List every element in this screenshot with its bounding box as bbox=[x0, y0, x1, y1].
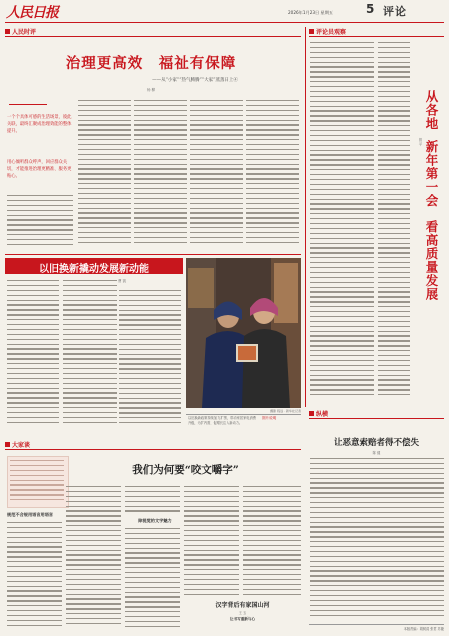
feature-author: 曹 凯 bbox=[118, 279, 127, 283]
feature-sidebar-title: 图片说明 bbox=[262, 416, 277, 420]
commentary-body-col-1 bbox=[310, 42, 374, 402]
talk-col-3a bbox=[125, 486, 180, 514]
commentary-top-rule bbox=[309, 36, 444, 37]
section-label: 纵横 bbox=[316, 411, 329, 418]
vertical-headline-mid: 新年第一会 bbox=[424, 140, 439, 208]
lead-pullquote: 一个个具体可感的生活场景，彼此关联，最终汇聚成治理效能的整体提升。 bbox=[7, 115, 72, 134]
feature-sidebar-text: 以旧换新政策持续加力扩围，带动家居家电消费升级，为扩内需、促增长注入新动力。 bbox=[188, 416, 256, 426]
forum-headline: 让恶意索赔者得不偿失 bbox=[333, 438, 419, 448]
feature-body-col-1 bbox=[7, 280, 59, 430]
forum-body bbox=[310, 458, 444, 623]
section-label: 大家谈 bbox=[12, 442, 31, 449]
lead-author: 杨 柳 bbox=[146, 88, 156, 92]
section-marker-icon bbox=[309, 29, 314, 34]
lead-headline: 治理更高效 福祉有保障 bbox=[65, 55, 237, 72]
vertical-headline-sub: 看高质量发展 bbox=[424, 220, 439, 301]
talk-col-1 bbox=[7, 522, 62, 630]
feature-body-col-3 bbox=[119, 290, 181, 430]
talk-col-5 bbox=[243, 486, 301, 598]
masthead-date: 2026年1月23日 星期五 bbox=[288, 10, 334, 15]
section-commentary-line bbox=[309, 27, 346, 36]
section-forum bbox=[309, 409, 328, 418]
masthead-logo: 人民日报 bbox=[6, 5, 58, 21]
talk-sub2: 除视觉的文字魅力 bbox=[138, 518, 172, 523]
forum-author: 陈 健 bbox=[372, 451, 381, 455]
talk-sub1: 规范不合规用语言用语言 bbox=[7, 512, 54, 517]
feature-photo bbox=[186, 258, 301, 408]
forum-top-rule bbox=[309, 418, 444, 419]
feature-top-rule bbox=[5, 254, 301, 255]
talk-col-3b bbox=[125, 528, 180, 630]
section-marker-icon bbox=[5, 29, 10, 34]
commentary-body-col-2 bbox=[378, 42, 410, 402]
feature-headline: 以旧换新撬动发展新动能 bbox=[39, 264, 149, 275]
bottom-essay-subheading: 让书写重新与心 bbox=[229, 617, 256, 621]
bottom-essay-author: 王 玉 bbox=[238, 611, 247, 615]
lead-subhead: ——从“小家”“热气腾腾”“大家”蒸蒸日上④ bbox=[152, 78, 238, 83]
lead-body-col-1 bbox=[78, 100, 131, 248]
lead-body-col-3 bbox=[190, 100, 243, 248]
footer-rule bbox=[309, 624, 444, 625]
section-label: 人民时评 bbox=[12, 29, 37, 36]
photo-shopping-scene bbox=[186, 258, 301, 408]
section-people-review bbox=[5, 27, 36, 36]
masthead-rule bbox=[5, 22, 444, 23]
right-column-divider bbox=[305, 27, 306, 407]
page-name: 评论 bbox=[383, 5, 407, 18]
conversation-top-rule bbox=[5, 449, 301, 450]
vertical-headline-top: 从各地 bbox=[424, 90, 439, 131]
section-marker-icon bbox=[309, 411, 314, 416]
talk-headline: 我们为何要“咬文嚼字” bbox=[132, 464, 239, 476]
section-label: 评论员观察 bbox=[316, 29, 347, 36]
talk-intro-lines bbox=[10, 460, 64, 504]
talk-col-2 bbox=[66, 486, 121, 630]
page-number: 5 bbox=[366, 2, 375, 16]
section-conversation bbox=[5, 440, 30, 449]
lead-pullquote-2: 用心倾听群众呼声，回应群众关切，才能推进治理更精准、服务更贴心。 bbox=[7, 160, 72, 179]
lead-body-col-2 bbox=[134, 100, 187, 248]
feature-photo-caption: 摄影 程远 · 新华社记者 bbox=[270, 409, 301, 413]
lead-top-rule bbox=[5, 36, 301, 37]
section-marker-icon bbox=[5, 442, 10, 447]
bottom-essay-headline: 汉字背后有家国山河 bbox=[215, 602, 270, 609]
feature-body-col-2 bbox=[63, 280, 117, 430]
vertical-author: 曾 平 bbox=[418, 138, 422, 146]
lead-body-col-4 bbox=[246, 100, 299, 248]
page-byline: 本版责编：胡树清 张君 苏婕 bbox=[403, 627, 444, 631]
talk-col-4 bbox=[184, 486, 239, 598]
pullquote-rule bbox=[9, 104, 47, 105]
lead-body-col-0 bbox=[7, 195, 73, 250]
